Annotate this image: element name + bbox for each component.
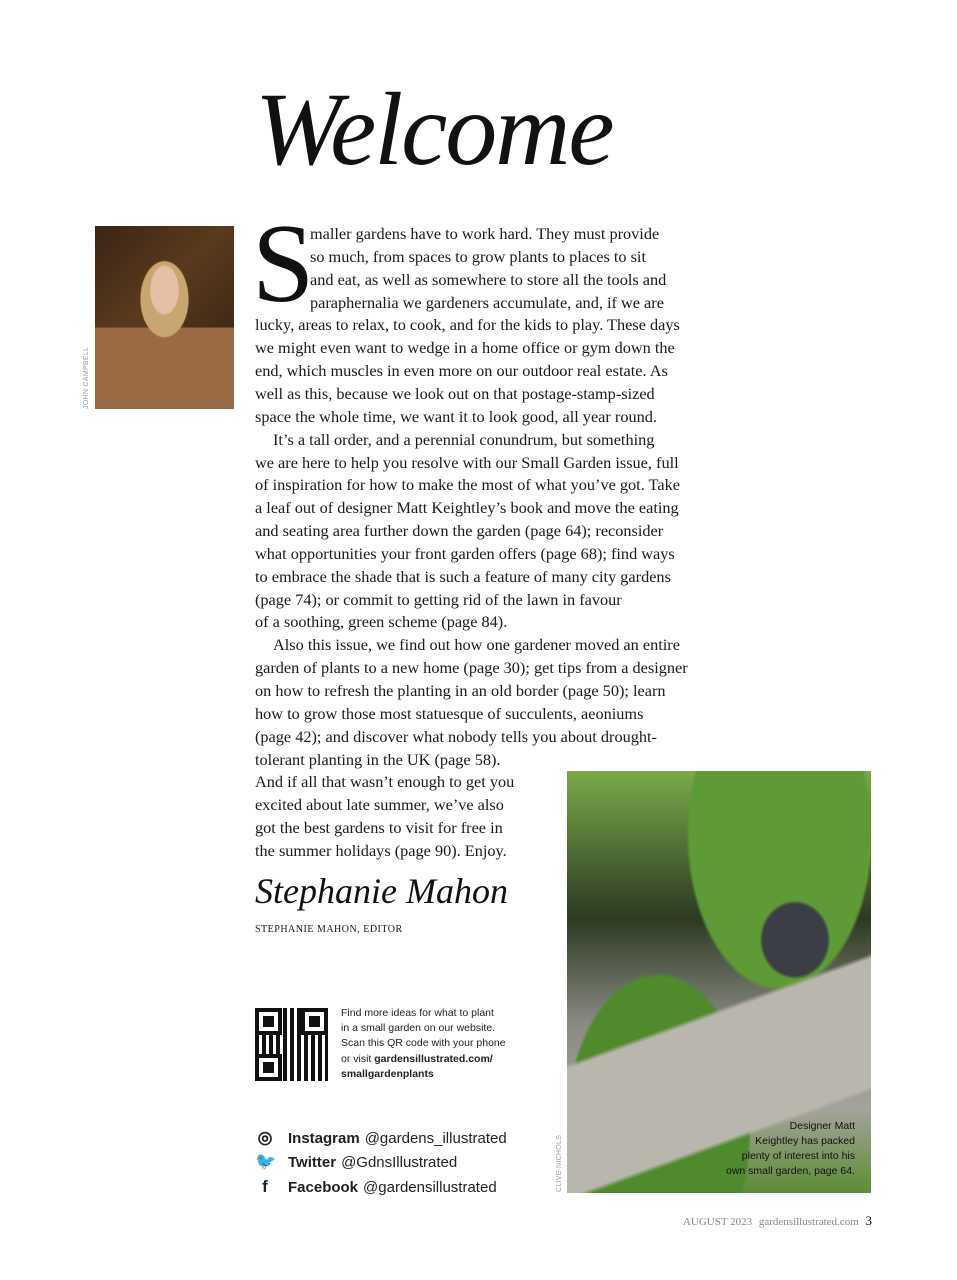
- website-link-path[interactable]: smallgardenplants: [341, 1067, 434, 1080]
- body-text-line: we are here to help you resolve with our Small Garden issue, full: [255, 452, 679, 472]
- body-text-line: and eat, as well as somewhere to store all the tools and: [310, 269, 667, 289]
- body-text-line: tolerant planting in the UK (page 58).: [255, 749, 501, 769]
- issue-date: AUGUST 2023: [682, 1216, 753, 1228]
- page-title: Welcome: [255, 72, 613, 187]
- social-instagram[interactable]: [255, 1128, 507, 1148]
- body-text-line: and seating area further down the garden (page 64); reconsider: [255, 521, 664, 541]
- social-handle: @GdnsIllustrated: [341, 1153, 458, 1171]
- body-text-line: got the best gardens to visit for free in: [255, 818, 503, 838]
- page-number: 3: [865, 1213, 872, 1228]
- body-text-line: so much, from spaces to grow plants to places to sit: [310, 246, 646, 266]
- website-link[interactable]: gardensillustrated.com/: [374, 1052, 493, 1065]
- instagram-icon: ◎: [257, 1128, 273, 1147]
- social-name: Facebook: [288, 1178, 359, 1196]
- body-text-line: excited about late summer, we’ve also: [255, 795, 504, 815]
- social-facebook[interactable]: [255, 1177, 497, 1197]
- body-text-line: what opportunities your front garden offers (page 68); find ways: [255, 543, 675, 563]
- body-text-line: of a soothing, green scheme (page 84).: [255, 612, 508, 632]
- twitter-icon: 🐦: [255, 1152, 277, 1171]
- qr-description: [341, 1006, 506, 1082]
- qr-text-line: or visit: [341, 1052, 375, 1065]
- body-text-line: (page 74); or commit to getting rid of the lawn in favour: [255, 589, 622, 609]
- qr-text-line: in a small garden on our website.: [341, 1022, 496, 1035]
- social-name: Twitter: [288, 1153, 337, 1171]
- qr-code[interactable]: [255, 1008, 328, 1081]
- footer-site[interactable]: gardensillustrated.com: [758, 1216, 859, 1228]
- drop-cap: S: [252, 202, 315, 326]
- photo-credit: CLIVE NICHOLS: [556, 1134, 563, 1192]
- caption-line: plenty of interest into his: [741, 1150, 855, 1162]
- social-handle: @gardensillustrated: [363, 1178, 497, 1196]
- social-handle: @gardens_illustrated: [364, 1129, 507, 1147]
- body-text-line: we might even want to wedge in a home office or gym down the: [255, 338, 675, 358]
- qr-text-line: Find more ideas for what to plant: [341, 1007, 494, 1019]
- portrait-credit: JOHN CAMPBELL: [83, 346, 90, 409]
- caption-line: Keightley has packed: [755, 1135, 855, 1147]
- body-text-line: maller gardens have to work hard. They must provide: [310, 224, 660, 243]
- body-text-line: space the whole time, we want it to look good, all year round.: [255, 406, 657, 426]
- editor-name: STEPHANIE MAHON, EDITOR: [255, 924, 403, 935]
- body-text-line: the summer holidays (page 90). Enjoy.: [255, 840, 507, 860]
- body-text-line: of inspiration for how to make the most of what you’ve got. Take: [255, 475, 680, 495]
- editor-portrait: [95, 226, 234, 409]
- body-text-line: paraphernalia we gardeners accumulate, and, if we are: [310, 292, 664, 312]
- qr-text-line: Scan this QR code with your phone: [341, 1037, 506, 1050]
- body-text-line: (page 42); and discover what nobody tells you about drought-: [255, 726, 657, 746]
- caption-line: own small garden, page 64.: [726, 1165, 855, 1177]
- garden-photo: [567, 771, 871, 1193]
- page-footer: [679, 1213, 872, 1229]
- body-text-line: a leaf out of designer Matt Keightley’s book and move the eating: [255, 498, 679, 518]
- social-name: Instagram: [288, 1129, 360, 1147]
- body-text-line: lucky, areas to relax, to cook, and for the kids to play. These days: [255, 315, 680, 335]
- body-text-line: how to grow those most statuesque of succulents, aeoniums: [255, 703, 644, 723]
- facebook-icon: f: [262, 1177, 268, 1196]
- body-text-line: Also this issue, we find out how one gardener moved an entire: [273, 635, 680, 655]
- body-text-line: to embrace the shade that is such a feature of many city gardens: [255, 566, 671, 586]
- body-text-line: garden of plants to a new home (page 30); get tips from a designer: [255, 658, 688, 678]
- social-twitter[interactable]: [255, 1152, 457, 1172]
- caption-line: Designer Matt: [789, 1120, 855, 1132]
- photo-caption: [726, 1119, 855, 1179]
- body-text-line: And if all that wasn’t enough to get you: [255, 772, 515, 792]
- body-text-line: on how to refresh the planting in an old border (page 50); learn: [255, 681, 666, 700]
- body-text-line: well as this, because we look out on that postage-stamp-sized: [255, 383, 655, 403]
- editor-signature: Stephanie Mahon: [255, 871, 508, 911]
- body-text-line: It’s a tall order, and a perennial conundrum, but something: [273, 429, 655, 449]
- body-text-line: end, which muscles in even more on our outdoor real estate. As: [255, 361, 668, 381]
